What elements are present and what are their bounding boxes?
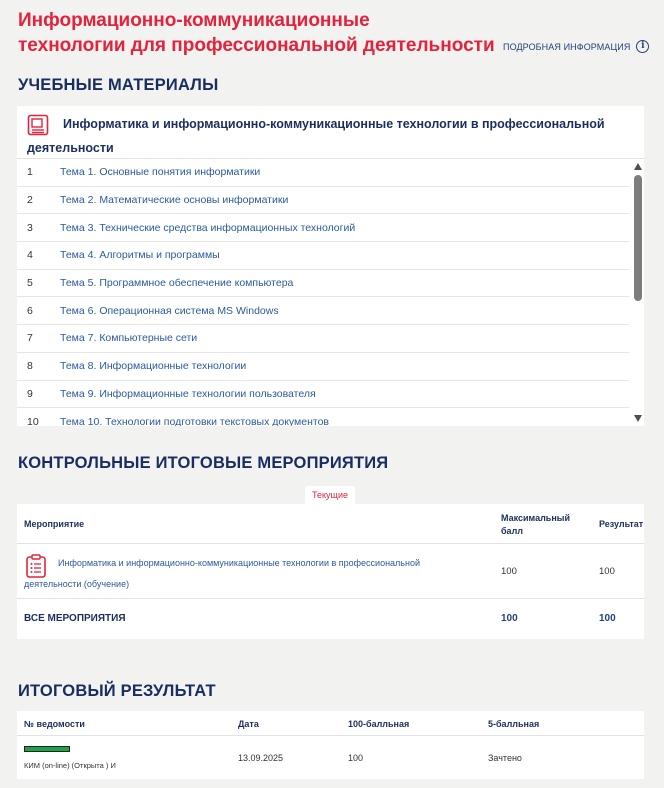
col-event-header: Мероприятие — [24, 519, 85, 529]
events-table — [17, 504, 644, 639]
discipline-header — [17, 106, 644, 159]
col-result-header: Результат — [599, 519, 644, 529]
record-score-100: 100 — [348, 753, 364, 763]
topic-row[interactable] — [17, 270, 629, 298]
topic-number: 10 — [27, 415, 39, 426]
topic-number: 2 — [27, 194, 33, 207]
event-row — [17, 544, 644, 599]
topic-list — [17, 159, 629, 426]
scrollbar-thumb[interactable] — [634, 175, 642, 301]
total-result: 100 — [599, 613, 616, 624]
topic-row[interactable] — [17, 297, 629, 325]
topic-link[interactable]: Тема 5. Программное обеспечение компьютера — [60, 277, 294, 290]
col-5-header: 5-балльная — [488, 719, 540, 729]
events-heading: КОНТРОЛЬНЫЕ ИТОГОВЫЕ МЕРОПРИЯТИЯ — [18, 454, 389, 472]
record-subtitle: КИМ (on-line) (Открыта ) И — [24, 761, 116, 770]
record-score-5: Зачтено — [488, 753, 522, 763]
topic-link[interactable]: Тема 4. Алгоритмы и программы — [60, 249, 220, 262]
topic-link[interactable]: Тема 6. Операционная система MS Windows — [60, 304, 279, 317]
events-total-row — [17, 599, 644, 639]
book-icon — [27, 114, 49, 136]
materials-heading: УЧЕБНЫЕ МАТЕРИАЛЫ — [18, 76, 219, 94]
more-info-link[interactable] — [503, 40, 649, 53]
course-title-line2: технологии для профессиональной деятельности — [18, 35, 495, 56]
topic-number: 4 — [27, 249, 33, 262]
final-heading: ИТОГОВЫЙ РЕЗУЛЬТАТ — [18, 682, 216, 700]
course-title — [18, 8, 518, 58]
materials-card — [17, 106, 644, 426]
event-name-line2[interactable]: деятельности (обучение) — [24, 579, 130, 589]
topic-link[interactable]: Тема 7. Компьютерные сети — [60, 332, 198, 345]
event-name-line1[interactable]: Информатика и информационно-коммуникационные технологии в профессиональной — [58, 558, 420, 568]
final-result-row — [17, 736, 644, 779]
topic-row[interactable] — [17, 159, 629, 187]
discipline-title-line1[interactable]: Информатика и информационно-коммуникационные технологии в профессиональной — [63, 117, 605, 131]
final-table-header — [17, 711, 644, 736]
course-title-line1: Информационно-коммуникационные — [18, 10, 370, 31]
event-max-score: 100 — [501, 566, 517, 577]
col-date-header: Дата — [238, 719, 259, 729]
topic-link[interactable]: Тема 3. Технические средства информационных технологий — [60, 221, 356, 234]
progress-fill — [25, 747, 69, 751]
topic-row[interactable] — [17, 408, 629, 426]
topic-row[interactable] — [17, 325, 629, 353]
tab-current[interactable]: Текущие — [305, 486, 355, 504]
info-icon: i — [636, 40, 649, 53]
topic-number: 5 — [27, 277, 33, 290]
topic-row[interactable] — [17, 381, 629, 409]
topic-link[interactable]: Тема 10. Технологии подготовки текстовых документов — [60, 415, 330, 426]
more-info-label: ПОДРОБНАЯ ИНФОРМАЦИЯ — [503, 41, 631, 52]
topic-number: 8 — [27, 360, 33, 373]
total-max-score: 100 — [501, 613, 518, 624]
scroll-up-arrow-icon[interactable] — [634, 163, 642, 170]
col-max-header-line1: Максимальный — [501, 513, 570, 523]
event-result: 100 — [599, 566, 615, 577]
events-table-header — [17, 504, 644, 544]
scroll-down-arrow-icon[interactable] — [634, 415, 642, 422]
topic-number: 9 — [27, 387, 33, 400]
topic-row[interactable] — [17, 353, 629, 381]
topic-link[interactable]: Тема 9. Информационные технологии пользователя — [60, 387, 316, 400]
topic-number: 1 — [27, 166, 33, 179]
topic-link[interactable]: Тема 8. Информационные технологии — [60, 360, 247, 373]
col-100-header: 100-балльная — [348, 719, 410, 729]
discipline-title-line2[interactable]: деятельности — [27, 141, 114, 155]
record-date: 13.09.2025 — [238, 753, 284, 763]
topic-link[interactable]: Тема 2. Математические основы информатики — [60, 194, 289, 207]
topic-number: 3 — [27, 221, 33, 234]
topic-row[interactable] — [17, 214, 629, 242]
clipboard-icon — [25, 554, 47, 578]
topic-row[interactable] — [17, 187, 629, 215]
topic-number: 7 — [27, 332, 33, 345]
final-result-table — [17, 711, 644, 779]
col-record-header: № ведомости — [24, 719, 85, 729]
topic-number: 6 — [27, 304, 33, 317]
total-label: ВСЕ МЕРОПРИЯТИЯ — [24, 613, 126, 624]
topic-link[interactable]: Тема 1. Основные понятия информатики — [60, 166, 261, 179]
topic-list-scrollbar[interactable] — [632, 161, 644, 426]
col-max-header-line2: балл — [501, 526, 523, 536]
topic-row[interactable] — [17, 242, 629, 270]
record-progress-bar — [24, 746, 70, 752]
